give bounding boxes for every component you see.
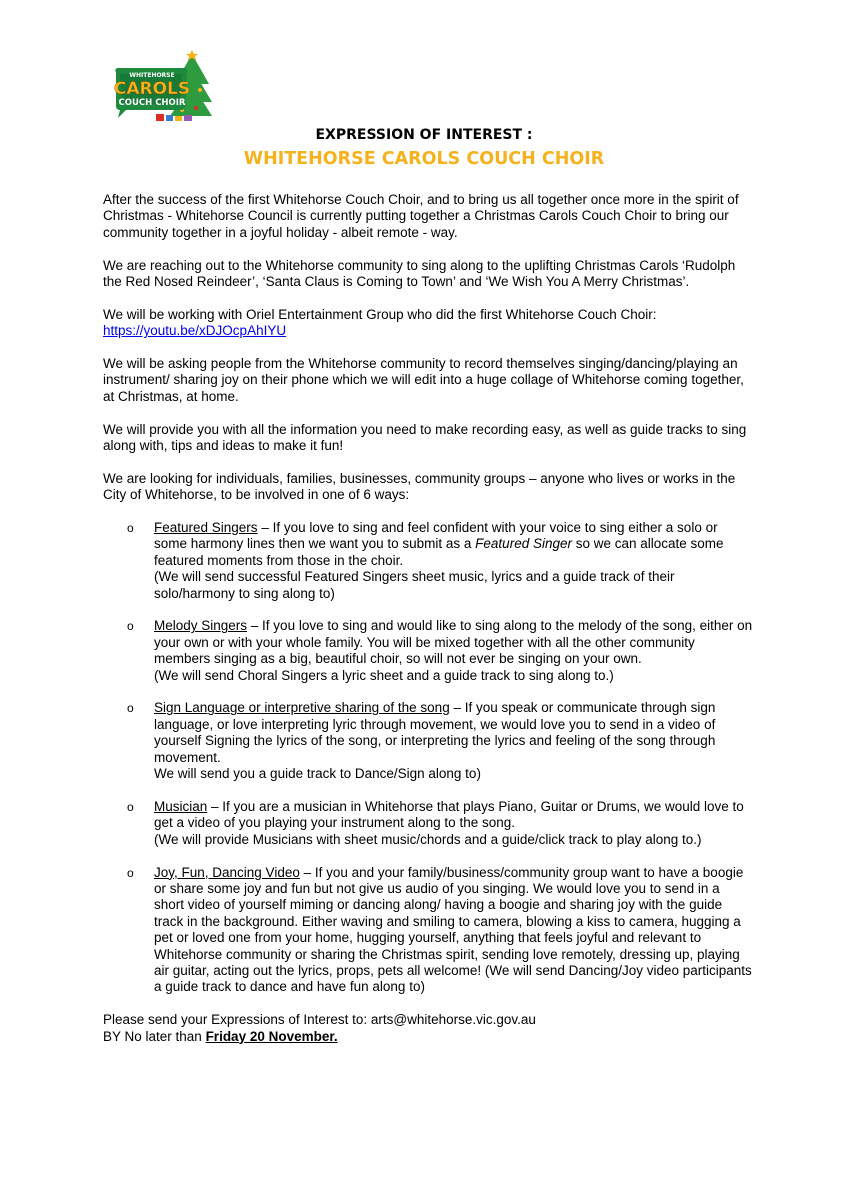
option-extra: (We will provide Musicians with sheet music/chords and a guide/click track to play along to.) [154,831,702,847]
bullet-marker: o [127,865,134,880]
option-text: – If you love to sing and feel confident with your voice to sing either a solo or some harmony lines then we want you to submit as a [154,520,718,552]
paragraph-carols: We are reaching out to the Whitehorse community to sing along to the uplifting Christmas Carols ‘Rudolph the Red Nosed Reindeer’, ‘Santa Claus is Coming to Town’ and ‘We Wish You A Merry Christmas’. [103,257,736,290]
bullet-marker: o [127,799,134,814]
participation-options-list [103,520,753,996]
option-melody-singers [103,618,753,684]
option-extra: (We will send Choral Singers a lyric sheet and a guide track to sing along to.) [154,667,614,683]
bullet-marker: o [127,701,134,716]
option-term: Featured Singers [154,520,258,536]
carols-couch-choir-logo [112,50,212,124]
bullet-marker: o [127,521,134,536]
paragraph-recording: We will be asking people from the Whitehorse community to record themselves singing/dancing/playing an instrument/ sharing joy on their phone which we will edit into a huge collage of Whitehorse coming together, at Christmas, at home. [103,356,744,404]
option-term: Musician [154,798,208,814]
option-term: Joy, Fun, Dancing Video [154,864,300,880]
closing-deadline: Friday 20 November. [205,1028,338,1044]
logo-main-word: CAROLS [113,79,191,99]
option-extra: We will send you a guide track to Dance/Sign along to) [154,766,481,782]
option-sign-language [103,700,753,782]
bullet-marker: o [127,619,134,634]
option-text: – If you and your family/business/community group want to have a boogie or share some joy and fun but not give us audio of you singing. We would love you to send in a short video of yourself miming or dancing along/ having a boogie and sharing joy with the guide track in the background. Either waving and smiling to camera, blowing a kiss to camera, hugging a pet or loved one from your home, hugging yourself, anything that feels joyful and relevant to Whitehorse community or sharing the Christmas spirit, sending love remotely, dressing up, playing air guitar, acting out the lyrics, props, pets all welcome! (We will send Dancing/Joy video participants a guide track to dance and have fun along to) [154,864,752,995]
heading-choir-title: WHITEHORSE CAROLS COUCH CHOIR [243,149,605,169]
paragraph-information: We will provide you with all the information you need to make recording easy, as well as guide tracks to sing along with, tips and ideas to make it fun! [103,421,747,454]
option-musician [103,799,753,848]
document-body [103,192,753,1061]
paragraph-intro: After the success of the first Whitehorse Couch Choir, and to bring us all together once more in the spirit of Christmas - Whitehorse Council is currently putting together a Christmas Carols Couch Choir to bring our community together in a joyful holiday - albeit remote - way. [103,192,739,240]
option-term: Melody Singers [154,618,248,634]
option-text: – If you love to sing and would like to sing along to the melody of the song, either on your own or with your whole family. You will be mixed together with all the other community members singing as a big, beautiful choir, so will not ever be singing on your own. [154,618,753,667]
option-featured-singers [103,520,753,602]
option-joy-video [103,865,753,996]
logo-sub-word: COUCH CHOIR [118,98,186,108]
paragraph-oriel-text: We will be working with Oriel Entertainment Group who did the first Whitehorse Couch Choir: [103,306,657,322]
logo-top-word: WHITEHORSE [129,72,175,79]
option-extra: (We will send successful Featured Singers sheet music, lyrics and a guide track of their solo/harmony to sing along to) [154,569,675,601]
paragraph-oriel [103,307,753,340]
option-text-after: so we can allocate some featured moments from those in the choir. [154,536,724,568]
option-text: – If you are a musician in Whitehorse that plays Piano, Guitar or Drums, we would love to get a video of you playing your instrument along to the song. [154,798,744,831]
closing-deadline-prefix: BY No later than [103,1028,206,1044]
option-emphasis: Featured Singer [475,536,572,552]
closing-contact [103,1012,753,1045]
option-term: Sign Language or interpretive sharing of the song [154,700,450,716]
paragraph-looking-for: We are looking for individuals, families, businesses, community groups – anyone who lives or works in the City of Whitehorse, to be involved in one of 6 ways: [103,470,736,503]
logo-graphic [112,50,212,124]
heading-expression-of-interest: EXPRESSION OF INTEREST : [315,127,533,143]
option-text: – If you speak or communicate through sign language, or love interpreting lyric through movement, we would love you to send in a video of yourself Signing the lyrics of the song, or interpreting the lyrics and feeling of the song through movement. [154,700,716,765]
closing-email-line: Please send your Expressions of Interest to: arts@whitehorse.vic.gov.au [103,1012,536,1028]
youtube-link[interactable]: https://youtu.be/xDJOcpAhIYU [103,323,287,339]
